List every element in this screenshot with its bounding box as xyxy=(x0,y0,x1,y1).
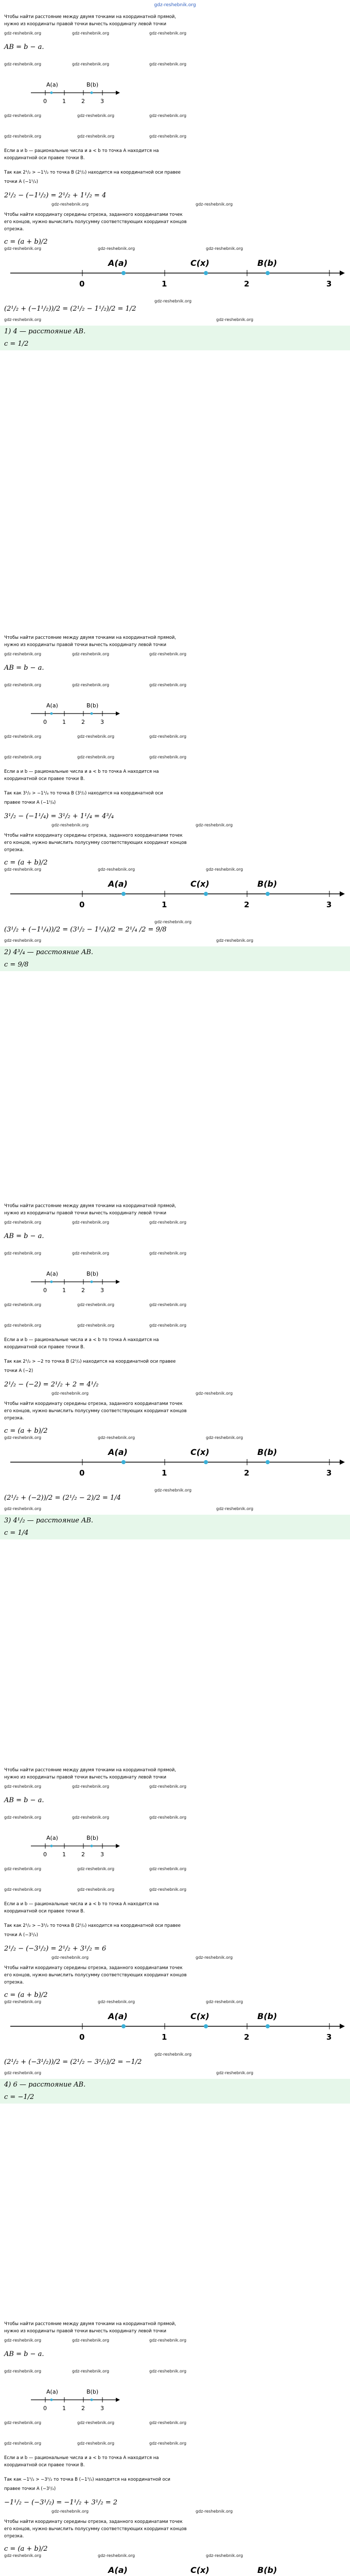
number-line-small xyxy=(0,1831,350,1861)
watermark: gdz-reshebnik.org xyxy=(206,1999,243,2004)
point-a xyxy=(121,1460,126,1464)
values-text: Так как 2¹/₂ > −2 то точка B (2¹/₂) находится на координатной оси правее xyxy=(4,1359,176,1364)
midpoint-formula: c = (a + b)/2 xyxy=(4,1991,48,1999)
watermark: gdz-reshebnik.org xyxy=(4,134,42,139)
number-line-small xyxy=(0,698,350,729)
label-c: C(x) xyxy=(190,2011,209,2021)
watermark: gdz-reshebnik.org xyxy=(4,2420,42,2425)
label-a: A(a) xyxy=(108,258,128,268)
watermark: gdz-reshebnik.org xyxy=(149,755,187,759)
distance-formula: AB = b − a. xyxy=(4,1232,44,1240)
midpoint-text-2: его концов, нужно вычислить полусумму соответствующих координат концов xyxy=(4,1409,187,1414)
watermark: gdz-reshebnik.org xyxy=(77,1867,115,1871)
watermark: gdz-reshebnik.org xyxy=(196,1391,233,1396)
solution-list xyxy=(0,10,350,2576)
midpoint-formula: c = (a + b)/2 xyxy=(4,859,48,867)
point-c xyxy=(204,892,208,896)
watermark: gdz-reshebnik.org xyxy=(77,113,115,118)
watermark: gdz-reshebnik.org xyxy=(4,2338,42,2343)
solution-section xyxy=(0,1199,350,1764)
watermark: gdz-reshebnik.org xyxy=(4,113,42,118)
point-b xyxy=(91,1845,93,1848)
answer-midpoint: c = −1/2 xyxy=(0,2091,350,2104)
watermark: gdz-reshebnik.org xyxy=(206,246,243,251)
watermark: gdz-reshebnik.org xyxy=(51,823,89,827)
tick-label-2: 2 xyxy=(244,2032,250,2042)
midpoint-text: Чтобы найти координату середины отрезка, заданного координатами точек xyxy=(4,212,183,217)
tick-label-1: 1 xyxy=(62,1287,66,1294)
solution-section xyxy=(0,631,350,1199)
watermark: gdz-reshebnik.org xyxy=(149,1323,187,1328)
tick-label-0: 0 xyxy=(43,1851,47,1858)
watermark: gdz-reshebnik.org xyxy=(4,2441,42,2446)
tick-label-2: 2 xyxy=(81,1287,85,1294)
point-b xyxy=(91,92,93,94)
tick-label-1: 1 xyxy=(62,1851,66,1858)
watermark: gdz-reshebnik.org xyxy=(149,1251,187,1256)
watermark: gdz-reshebnik.org xyxy=(154,299,192,303)
tick-label-1: 1 xyxy=(62,2405,66,2412)
watermark: gdz-reshebnik.org xyxy=(4,1302,42,1307)
watermark: gdz-reshebnik.org xyxy=(154,2052,192,2057)
midpoint-text-2: его концов, нужно вычислить полусумму соответствующих координат концов xyxy=(4,2527,187,2532)
midpoint-text-3: отрезка. xyxy=(4,2534,24,2539)
tick-label-0: 0 xyxy=(43,98,47,105)
watermark: gdz-reshebnik.org xyxy=(4,2553,42,2558)
watermark: gdz-reshebnik.org xyxy=(149,2441,187,2446)
axis-arrow xyxy=(116,91,120,95)
watermark: gdz-reshebnik.org xyxy=(4,1784,42,1789)
values-text: Так как 3¹/₂ > −1¹/₄ то точка B (3¹/₂) находится на координатной оси xyxy=(4,791,163,796)
watermark: gdz-reshebnik.org xyxy=(72,1220,110,1225)
watermark: gdz-reshebnik.org xyxy=(77,2441,115,2446)
label-b: B(b) xyxy=(257,879,277,889)
condition-text-2: координатной оси правее точки B. xyxy=(4,776,85,782)
calc-distance: −1¹/₂ − (−3¹/₂) = −1¹/₂ + 3¹/₂ = 2 xyxy=(4,2499,118,2506)
label-a: A(a) xyxy=(46,702,58,709)
watermark: gdz-reshebnik.org xyxy=(72,683,110,687)
watermark: gdz-reshebnik.org xyxy=(196,823,233,827)
watermark: gdz-reshebnik.org xyxy=(4,867,42,872)
watermark: gdz-reshebnik.org xyxy=(4,938,42,943)
values-text: Так как 2¹/₂ > −1¹/₂ то точка B (2¹/₂) находится на координатной оси правее xyxy=(4,170,181,175)
tick-label-3: 3 xyxy=(100,2405,104,2412)
condition-text: Если a и b — рациональные числа и a < b то точка A находится на xyxy=(4,148,159,154)
watermark: gdz-reshebnik.org xyxy=(77,755,115,759)
midpoint-formula: c = (a + b)/2 xyxy=(4,1427,48,1435)
answer-distance: 4) 6 — расстояние AB. xyxy=(0,2079,350,2091)
label-b: B(b) xyxy=(86,81,99,88)
values-text-2: точки A (−3¹/₂) xyxy=(4,1933,38,1938)
condition-text-2: координатной оси правее точки B. xyxy=(4,2463,85,2468)
values-text-2: точки A (−1¹/₂) xyxy=(4,179,38,184)
number-line-large xyxy=(0,878,350,914)
answer-distance: 1) 4 — расстояние AB. xyxy=(0,326,350,338)
answer-midpoint: c = 9/8 xyxy=(0,959,350,971)
watermark: gdz-reshebnik.org xyxy=(72,652,110,656)
number-line-large xyxy=(0,2565,350,2576)
tick-label-1: 1 xyxy=(62,98,66,105)
distance-formula: AB = b − a. xyxy=(4,43,44,51)
label-a: A(a) xyxy=(108,2011,128,2021)
watermark: gdz-reshebnik.org xyxy=(51,1955,89,1960)
watermark: gdz-reshebnik.org xyxy=(4,1867,42,1871)
watermark: gdz-reshebnik.org xyxy=(72,2369,110,2374)
values-text: Так как 2¹/₂ > −3¹/₂ то точка B (2¹/₂) находится на координатной оси правее xyxy=(4,1923,181,1928)
point-a xyxy=(121,271,126,275)
watermark: gdz-reshebnik.org xyxy=(4,1220,42,1225)
point-b xyxy=(91,1281,93,1283)
calc-distance: 3¹/₂ − (−1¹/₄) = 3¹/₂ + 1¹/₄ = 4³/₄ xyxy=(4,812,114,820)
watermark: gdz-reshebnik.org xyxy=(4,1435,42,1440)
watermark: gdz-reshebnik.org xyxy=(72,31,110,36)
condition-text-2: координатной оси правее точки B. xyxy=(4,1345,85,1350)
tick-label-2: 2 xyxy=(244,900,250,909)
point-a xyxy=(50,1281,53,1283)
condition-text: Если a и b — рациональные числа и a < b то точка A находится на xyxy=(4,2455,159,2461)
axis-arrow xyxy=(116,711,120,716)
tick-label-3: 3 xyxy=(326,1468,332,1478)
watermark: gdz-reshebnik.org xyxy=(98,1435,135,1440)
watermark: gdz-reshebnik.org xyxy=(98,1999,135,2004)
watermark: gdz-reshebnik.org xyxy=(98,246,135,251)
point-b xyxy=(266,271,270,275)
watermark: gdz-reshebnik.org xyxy=(72,2338,110,2343)
tick-label-0: 0 xyxy=(43,719,47,725)
tick-label-3: 3 xyxy=(326,900,332,909)
watermark: gdz-reshebnik.org xyxy=(72,1251,110,1256)
midpoint-formula: c = (a + b)/2 xyxy=(4,2545,48,2553)
watermark: gdz-reshebnik.org xyxy=(72,62,110,66)
values-text: Так как −1¹/₂ > −3¹/₂ то точка B (−1¹/₂) находится на координатной оси xyxy=(4,2477,170,2482)
watermark: gdz-reshebnik.org xyxy=(149,652,187,656)
watermark: gdz-reshebnik.org xyxy=(4,1323,42,1328)
tick-label-1: 1 xyxy=(62,719,66,725)
watermark: gdz-reshebnik.org xyxy=(77,1323,115,1328)
watermark: gdz-reshebnik.org xyxy=(149,2338,187,2343)
values-text-2: точки A (−2) xyxy=(4,1368,33,1374)
watermark: gdz-reshebnik.org xyxy=(4,1251,42,1256)
intro-text: Чтобы найти расстояние между двумя точками на координатной прямой, xyxy=(4,14,176,20)
point-c xyxy=(204,1460,208,1464)
watermark: gdz-reshebnik.org xyxy=(216,2071,254,2075)
watermark: gdz-reshebnik.org xyxy=(149,683,187,687)
watermark: gdz-reshebnik.org xyxy=(154,1488,192,1493)
tick-label-2: 2 xyxy=(244,279,250,289)
watermark: gdz-reshebnik.org xyxy=(4,246,42,251)
intro-text-2: нужно из координаты правой точки вычесть координату левой точки xyxy=(4,2329,167,2334)
watermark: gdz-reshebnik.org xyxy=(149,1887,187,1892)
watermark: gdz-reshebnik.org xyxy=(4,2369,42,2374)
midpoint-text-3: отрезка. xyxy=(4,227,24,232)
distance-formula: AB = b − a. xyxy=(4,664,44,672)
point-a xyxy=(121,2024,126,2028)
label-a: A(a) xyxy=(46,1270,58,1277)
label-b: B(b) xyxy=(86,702,99,709)
solution-section xyxy=(0,2317,350,2576)
number-line-large xyxy=(0,1447,350,1483)
axis-arrow xyxy=(116,1844,120,1848)
label-b: B(b) xyxy=(257,2565,277,2575)
tick-label-0: 0 xyxy=(79,279,85,289)
label-a: A(a) xyxy=(46,81,58,88)
tick-label-2: 2 xyxy=(81,1851,85,1858)
condition-text: Если a и b — рациональные числа и a < b то точка A находится на xyxy=(4,1902,159,1907)
label-a: A(a) xyxy=(46,2388,58,2395)
point-b xyxy=(266,2024,270,2028)
intro-text: Чтобы найти расстояние между двумя точками на координатной прямой, xyxy=(4,1204,176,1209)
calc-distance: 2¹/₂ − (−3¹/₂) = 2¹/₂ + 3¹/₂ = 6 xyxy=(4,1945,107,1953)
label-a: A(a) xyxy=(108,879,128,889)
intro-text-2: нужно из координаты правой точки вычесть координату левой точки xyxy=(4,1775,167,1780)
point-a xyxy=(121,892,126,896)
watermark: gdz-reshebnik.org xyxy=(216,1506,254,1511)
number-line-large xyxy=(0,2011,350,2047)
label-b: B(b) xyxy=(257,2011,277,2021)
calc-midpoint: (3¹/₂ + (−1¹/₄))/2 = (3¹/₂ − 1¹/₄)/2 = 2¹/₄ /2 = 9/8 xyxy=(4,926,167,934)
tick-label-3: 3 xyxy=(100,1851,104,1858)
watermark: gdz-reshebnik.org xyxy=(4,755,42,759)
point-b xyxy=(91,713,93,715)
label-c: C(x) xyxy=(190,2565,209,2575)
condition-text: Если a и b — рациональные числа и a < b то точка A находится на xyxy=(4,1337,159,1343)
tick-label-0: 0 xyxy=(79,900,85,909)
watermark: gdz-reshebnik.org xyxy=(4,734,42,739)
label-b: B(b) xyxy=(86,2388,99,2395)
tick-label-3: 3 xyxy=(100,98,104,105)
midpoint-text-3: отрезка. xyxy=(4,848,24,853)
watermark: gdz-reshebnik.org xyxy=(77,1302,115,1307)
intro-text-2: нужно из координаты правой точки вычесть координату левой точки xyxy=(4,642,167,648)
watermark: gdz-reshebnik.org xyxy=(149,134,187,139)
number-line-small xyxy=(0,1266,350,1297)
point-a xyxy=(50,2399,53,2401)
tick-label-3: 3 xyxy=(100,719,104,725)
label-b: B(b) xyxy=(257,258,277,268)
watermark: gdz-reshebnik.org xyxy=(206,2553,243,2558)
label-a: A(a) xyxy=(46,1835,58,1841)
watermark: gdz-reshebnik.org xyxy=(149,2420,187,2425)
intro-text: Чтобы найти расстояние между двумя точками на координатной прямой, xyxy=(4,635,176,640)
watermark: gdz-reshebnik.org xyxy=(77,2420,115,2425)
watermark: gdz-reshebnik.org xyxy=(4,683,42,687)
number-line-large xyxy=(0,258,350,294)
watermark: gdz-reshebnik.org xyxy=(77,1887,115,1892)
watermark: gdz-reshebnik.org xyxy=(149,31,187,36)
watermark: gdz-reshebnik.org xyxy=(4,31,42,36)
calc-midpoint: (2¹/₂ + (−3¹/₂))/2 = (2¹/₂ − 3¹/₂)/2 = −1/2 xyxy=(4,2058,142,2066)
tick-label-2: 2 xyxy=(81,98,85,105)
site-link[interactable]: gdz-reshebnik.org xyxy=(154,3,196,8)
label-a: A(a) xyxy=(108,1447,128,1457)
watermark: gdz-reshebnik.org xyxy=(98,867,135,872)
tick-label-1: 1 xyxy=(162,2032,167,2042)
calc-midpoint: (2¹/₂ + (−2))/2 = (2¹/₂ − 2)/2 = 1/4 xyxy=(4,1494,121,1502)
tick-label-0: 0 xyxy=(43,1287,47,1294)
watermark: gdz-reshebnik.org xyxy=(4,317,42,322)
tick-label-0: 0 xyxy=(79,2032,85,2042)
watermark: gdz-reshebnik.org xyxy=(149,1220,187,1225)
midpoint-text: Чтобы найти координату середины отрезка, заданного координатами точек xyxy=(4,1401,183,1406)
answer-distance: 3) 4¹/₂ — расстояние AB. xyxy=(0,1515,350,1527)
watermark: gdz-reshebnik.org xyxy=(4,2071,42,2075)
point-c xyxy=(204,2024,208,2028)
values-text-2: правее точки A (−3¹/₂) xyxy=(4,2486,56,2492)
midpoint-text-2: его концов, нужно вычислить полусумму соответствующих координат концов xyxy=(4,219,187,225)
values-text-2: правее точки A (−1¹/₄) xyxy=(4,800,56,805)
watermark: gdz-reshebnik.org xyxy=(51,1391,89,1396)
label-b: B(b) xyxy=(86,1270,99,1277)
intro-text: Чтобы найти расстояние между двумя точками на координатной прямой, xyxy=(4,1768,176,1773)
label-c: C(x) xyxy=(190,258,209,268)
midpoint-text-3: отрезка. xyxy=(4,1980,24,1985)
point-b xyxy=(266,892,270,896)
condition-text-2: координатной оси правее точки B. xyxy=(4,156,85,161)
watermark: gdz-reshebnik.org xyxy=(149,2369,187,2374)
watermark: gdz-reshebnik.org xyxy=(149,1867,187,1871)
label-b: B(b) xyxy=(86,1835,99,1841)
distance-formula: AB = b − a. xyxy=(4,2350,44,2358)
solution-section xyxy=(0,10,350,631)
answer-midpoint: c = 1/2 xyxy=(0,338,350,350)
tick-label-1: 1 xyxy=(162,1468,167,1478)
axis-arrow xyxy=(116,2398,120,2402)
midpoint-text: Чтобы найти координату середины отрезка, заданного координатами точек xyxy=(4,2519,183,2524)
watermark: gdz-reshebnik.org xyxy=(216,938,254,943)
watermark: gdz-reshebnik.org xyxy=(149,734,187,739)
tick-label-0: 0 xyxy=(79,1468,85,1478)
axis-arrow xyxy=(340,270,345,276)
intro-text-2: нужно из координаты правой точки вычесть координату левой точки xyxy=(4,1211,167,1216)
solution-section xyxy=(0,1764,350,2317)
axis-arrow xyxy=(116,1280,120,1284)
watermark: gdz-reshebnik.org xyxy=(196,2509,233,2514)
site-header[interactable] xyxy=(0,0,350,10)
watermark: gdz-reshebnik.org xyxy=(149,62,187,66)
answer-distance: 2) 4³/₄ — расстояние AB. xyxy=(0,946,350,959)
tick-label-2: 2 xyxy=(244,1468,250,1478)
tick-label-0: 0 xyxy=(43,2405,47,2412)
axis-arrow xyxy=(340,2024,345,2029)
watermark: gdz-reshebnik.org xyxy=(72,1784,110,1789)
point-a xyxy=(50,1845,53,1848)
tick-label-3: 3 xyxy=(326,279,332,289)
tick-label-3: 3 xyxy=(100,1287,104,1294)
intro-text: Чтобы найти расстояние между двумя точками на координатной прямой, xyxy=(4,2321,176,2327)
number-line-small xyxy=(0,77,350,108)
intro-text-2: нужно из координаты правой точки вычесть координату левой точки xyxy=(4,22,167,27)
watermark: gdz-reshebnik.org xyxy=(51,2509,89,2514)
number-line-small xyxy=(0,2384,350,2415)
watermark: gdz-reshebnik.org xyxy=(206,867,243,872)
watermark: gdz-reshebnik.org xyxy=(149,1784,187,1789)
condition-text: Если a и b — рациональные числа и a < b то точка A находится на xyxy=(4,769,159,774)
watermark: gdz-reshebnik.org xyxy=(51,202,89,207)
point-b xyxy=(266,1460,270,1464)
watermark: gdz-reshebnik.org xyxy=(149,1815,187,1820)
watermark: gdz-reshebnik.org xyxy=(196,1955,233,1960)
answer-midpoint: c = 1/4 xyxy=(0,1527,350,1539)
midpoint-text-2: его концов, нужно вычислить полусумму соответствующих координат концов xyxy=(4,840,187,845)
watermark: gdz-reshebnik.org xyxy=(77,134,115,139)
watermark: gdz-reshebnik.org xyxy=(154,920,192,924)
distance-formula: AB = b − a. xyxy=(4,1797,44,1804)
condition-text-2: координатной оси правее точки B. xyxy=(4,1909,85,1914)
midpoint-text-2: его концов, нужно вычислить полусумму соответствующих координат концов xyxy=(4,1973,187,1978)
watermark: gdz-reshebnik.org xyxy=(4,1506,42,1511)
watermark: gdz-reshebnik.org xyxy=(206,1435,243,1440)
watermark: gdz-reshebnik.org xyxy=(4,1815,42,1820)
watermark: gdz-reshebnik.org xyxy=(4,62,42,66)
point-a xyxy=(50,713,53,715)
watermark: gdz-reshebnik.org xyxy=(196,202,233,207)
label-a: A(a) xyxy=(108,2565,128,2575)
watermark: gdz-reshebnik.org xyxy=(98,2553,135,2558)
axis-arrow xyxy=(340,891,345,896)
midpoint-text: Чтобы найти координату середины отрезка, заданного координатами точек xyxy=(4,833,183,838)
watermark: gdz-reshebnik.org xyxy=(149,1302,187,1307)
midpoint-text: Чтобы найти координату середины отрезка, заданного координатами точек xyxy=(4,1965,183,1971)
watermark: gdz-reshebnik.org xyxy=(77,734,115,739)
watermark: gdz-reshebnik.org xyxy=(4,1999,42,2004)
watermark: gdz-reshebnik.org xyxy=(216,317,254,322)
tick-label-2: 2 xyxy=(81,719,85,725)
label-c: C(x) xyxy=(190,1447,209,1457)
tick-label-1: 1 xyxy=(162,900,167,909)
watermark: gdz-reshebnik.org xyxy=(4,1887,42,1892)
point-a xyxy=(50,92,53,94)
tick-label-1: 1 xyxy=(162,279,167,289)
watermark: gdz-reshebnik.org xyxy=(4,652,42,656)
calc-distance: 2¹/₂ − (−1¹/₂) = 2¹/₂ + 1¹/₂ = 4 xyxy=(4,192,107,199)
watermark: gdz-reshebnik.org xyxy=(149,113,187,118)
midpoint-text-3: отрезка. xyxy=(4,1416,24,1421)
tick-label-3: 3 xyxy=(326,2032,332,2042)
axis-arrow xyxy=(340,1460,345,1465)
calc-distance: 2¹/₂ − (−2) = 2¹/₂ + 2 = 4¹/₂ xyxy=(4,1381,99,1388)
point-b xyxy=(91,2399,93,2401)
label-b: B(b) xyxy=(257,1447,277,1457)
point-c xyxy=(204,271,208,275)
tick-label-2: 2 xyxy=(81,2405,85,2412)
watermark: gdz-reshebnik.org xyxy=(72,1815,110,1820)
label-c: C(x) xyxy=(190,879,209,889)
midpoint-formula: c = (a + b)/2 xyxy=(4,238,48,246)
calc-midpoint: (2¹/₂ + (−1¹/₂))/2 = (2¹/₂ − 1¹/₂)/2 = 1/2 xyxy=(4,305,136,313)
